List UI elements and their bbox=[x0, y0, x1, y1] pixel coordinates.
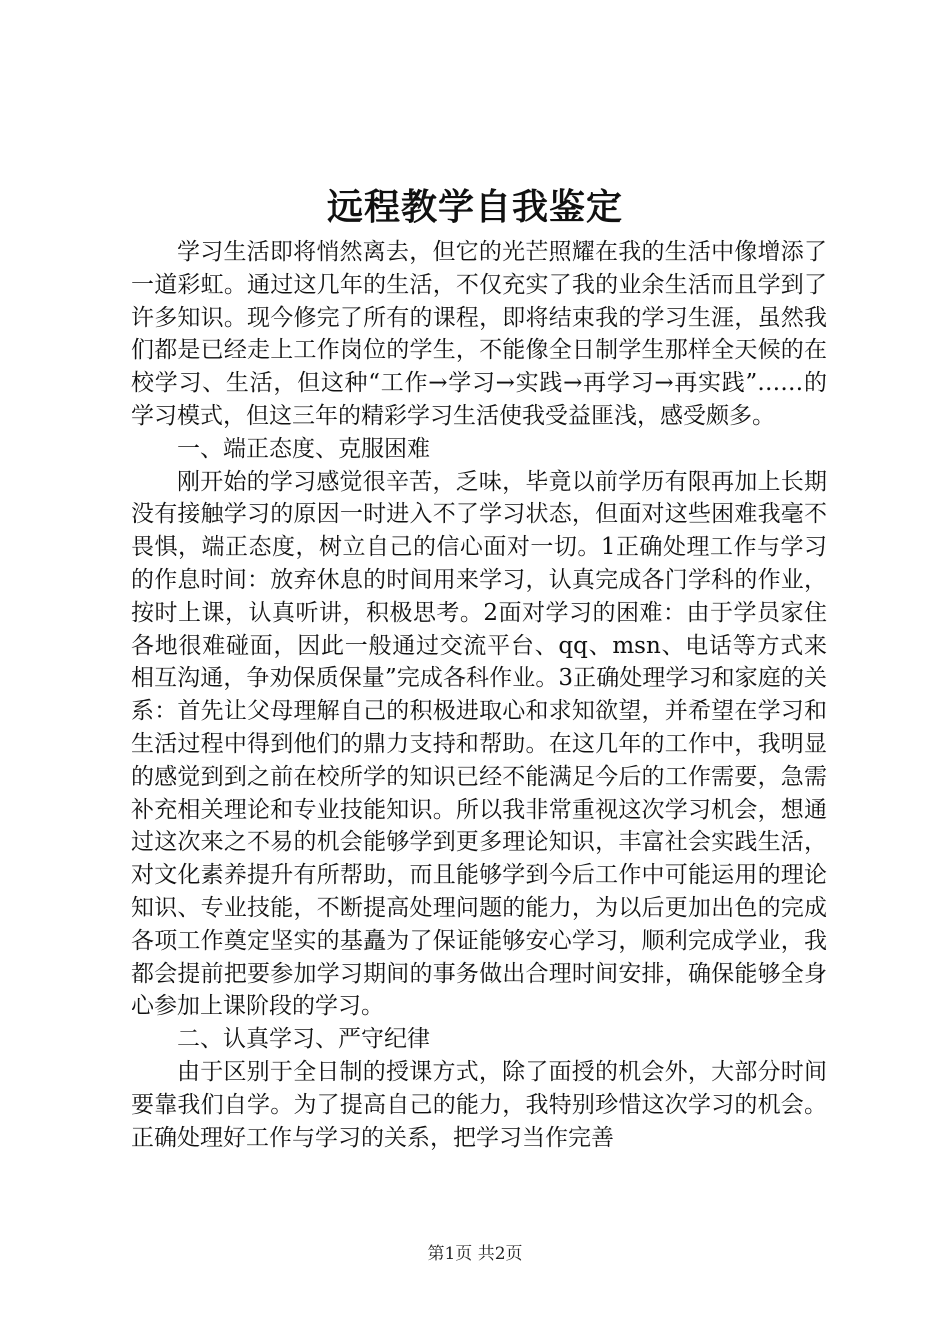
paragraph-intro: 学习生活即将悄然离去，但它的光芒照耀在我的生活中像增添了一道彩虹。通过这几年的生活，不仅充实了我的业余生活而且学到了许多知识。现今修完了所有的课程，即将结束我的学习生涯，虽然我们都是已经走上工作岗位的学生，不能像全日制学生那样全天候的在校学习、生活，但这种“工作→学习→实践→再学习→再实践”……的学习模式，但这三年的精彩学习生活使我受益匪浅，感受颇多。 bbox=[131, 239, 827, 429]
section-heading-2: 二、认真学习、严守纪律 bbox=[177, 1026, 430, 1053]
paragraph-section-1: 刚开始的学习感觉很辛苦，乏味，毕竟以前学历有限再加上长期没有接触学习的原因一时进入不了学习状态，但面对这些困难我毫不畏惧，端正态度，树立自己的信心面对一切。1正确处理工作与学习的作息时间：放弃休息的时间用来学习，认真完成各门学科的作业，按时上课，认真听讲，积极思考。2面对学习的困难：由于学员家住各地很难碰面，因此一般通过交流平台、qq、msn、电话等方式来相互沟通，争劝保质保量”完成各科作业。3正确处理学习和家庭的关系：首先让父母理解自己的积极进取心和求知欲望，并希望在学习和生活过程中得到他们的鼎力支持和帮助。在这几年的工作中，我明显的感觉到到之前在校所学的知识已经不能满足今后的工作需要，急需补充相关理论和专业技能知识。所以我非常重视这次学习机会，想通过这次来之不易的机会能够学到更多理论知识，丰富社会实践生活，对文化素养提升有所帮助，而且能够学到今后工作中可能运用的理论知识、专业技能，不断提高处理问题的能力，为以后更加出色的完成各项工作奠定坚实的基矗为了保证能够安心学习，顺利完成学业，我都会提前把要参加学习期间的事务做出合理时间安排，确保能够全身心参加上课阶段的学习。 bbox=[131, 468, 827, 1020]
document-title: 远程教学自我鉴定 bbox=[326, 186, 623, 228]
document-body bbox=[131, 236, 827, 1154]
page-number-footer: 第1页 共2页 bbox=[427, 1244, 523, 1264]
paragraph-section-2: 由于区别于全日制的授课方式，除了面授的机会外，大部分时间要靠我们自学。为了提高自己的能力，我特别珍惜这次学习的机会。正确处理好工作与学习的关系，把学习当作完善 bbox=[131, 1058, 827, 1151]
section-heading-1: 一、端正态度、克服困难 bbox=[177, 435, 430, 462]
